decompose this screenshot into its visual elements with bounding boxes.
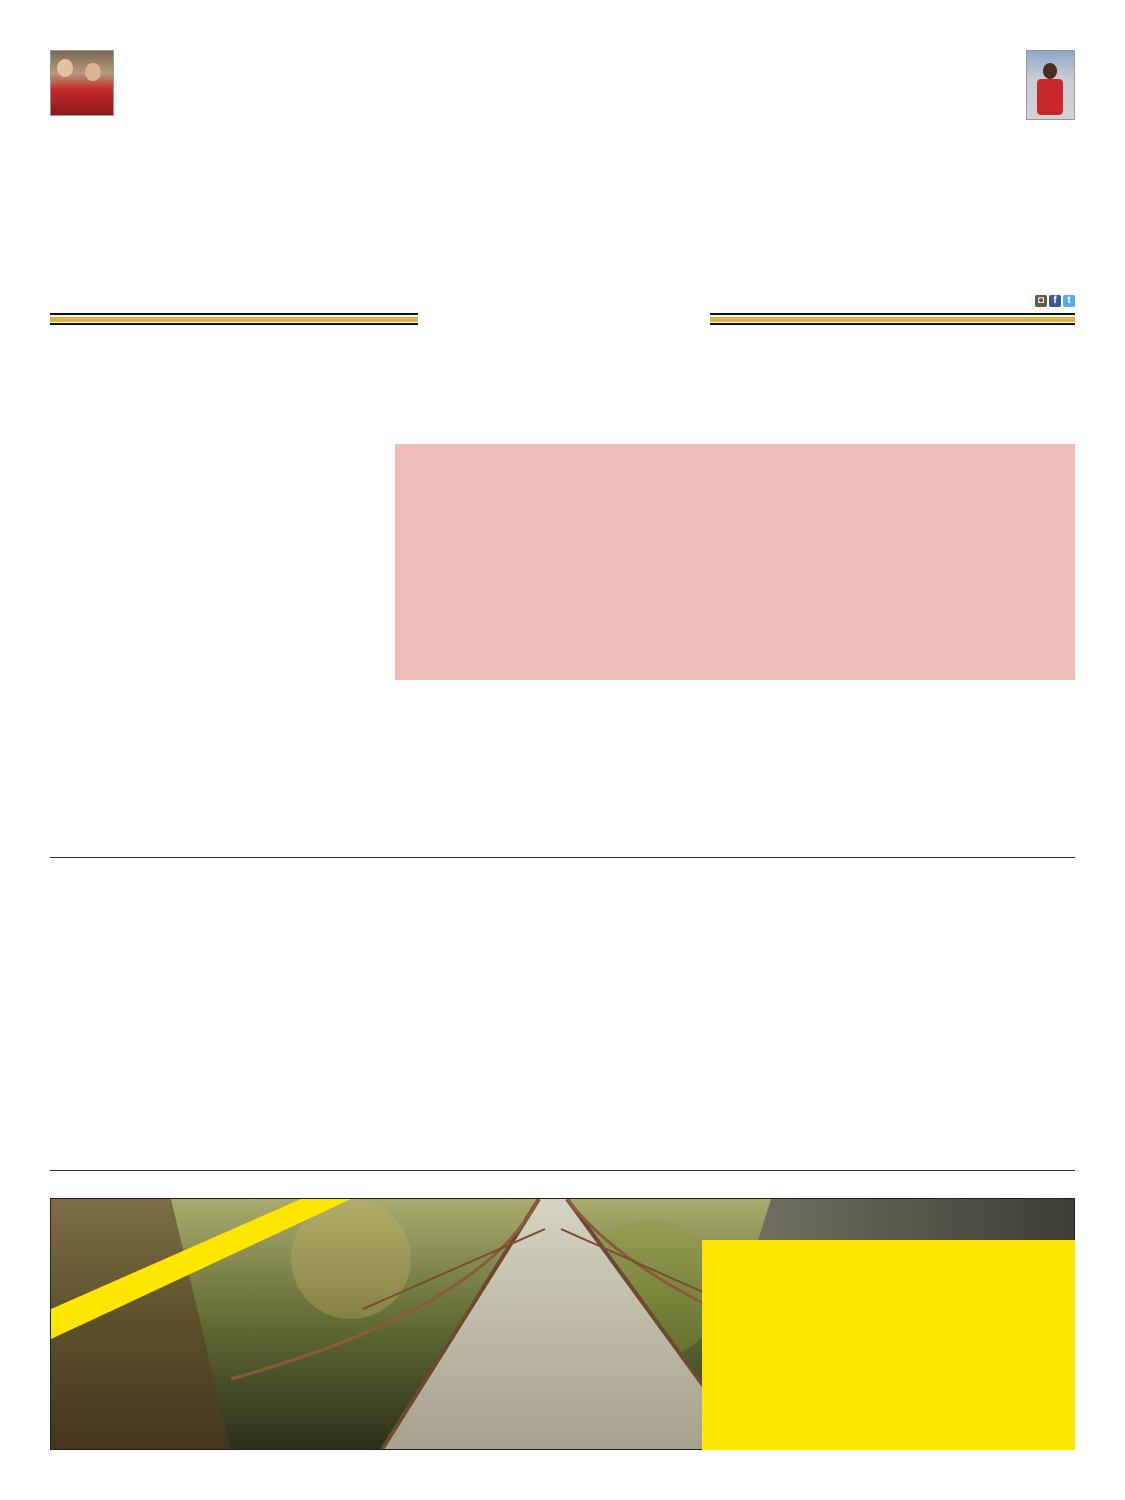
teaser-photo-anchor[interactable] [50,50,114,116]
story1-column-2 [396,746,728,840]
story-divider [50,857,1075,858]
teaser-photo-athlete[interactable] [1026,50,1075,120]
chart-background [395,444,1075,680]
facebook-icon[interactable]: f [1049,295,1061,307]
story1-column-3 [744,746,1075,808]
story2-column-3 [744,946,1075,1130]
story2-column-2 [397,946,728,1161]
twitter-icon[interactable]: t [1063,295,1075,307]
masthead-motto [418,311,710,325]
story1-column-1 [50,586,380,840]
masthead [0,120,1125,250]
ad-message-box[interactable] [702,1240,1075,1450]
story2-column-1 [50,1081,381,1161]
teaser-films[interactable] [558,46,798,49]
ad-divider [50,1170,1075,1171]
instagram-icon[interactable]: ◘ [1035,295,1047,307]
teaser-athletes[interactable] [830,48,1030,50]
